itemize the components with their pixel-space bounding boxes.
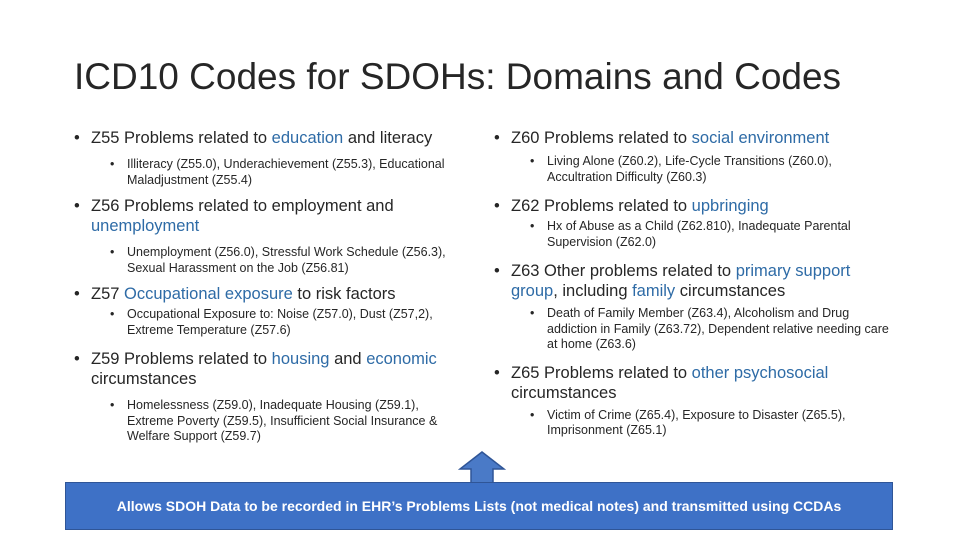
bullet: • xyxy=(530,219,535,233)
domain-highlight: education xyxy=(271,129,344,147)
bullet: • xyxy=(530,407,535,422)
right-column xyxy=(494,128,894,439)
bullet: • xyxy=(110,307,115,321)
codes-text: Death of Family Member (Z63.4), Alcoholism and Drug addiction in Family (Z63.72), Dependent relative needing care at home (Z63.6) xyxy=(547,306,889,351)
codes-text: Occupational Exposure to: Noise (Z57.0), Dust (Z57,2), Extreme Temperature (Z57.6) xyxy=(127,307,433,337)
bullet: • xyxy=(494,363,500,382)
domain-highlight: unemployment xyxy=(91,217,200,235)
bullet: • xyxy=(110,245,115,259)
domain-highlight: primary support group xyxy=(511,262,851,300)
domain-z63 xyxy=(494,261,894,301)
codes-z63 xyxy=(494,306,894,353)
codes-z60 xyxy=(494,154,894,185)
codes-text: Unemployment (Z56.0), Stressful Work Schedule (Z56.3), Sexual Harassment on the Job (Z56.81) xyxy=(127,245,446,275)
domain-text: and xyxy=(329,350,367,368)
codes-z55 xyxy=(74,157,454,188)
codes-text: Victim of Crime (Z65.4), Exposure to Disaster (Z65.5), Imprisonment (Z65.1) xyxy=(547,407,846,437)
codes-z57 xyxy=(74,307,454,338)
domain-z56 xyxy=(74,196,454,236)
bullet: • xyxy=(530,306,535,320)
domain-highlight: social environment xyxy=(691,129,830,147)
bullet: • xyxy=(110,398,115,412)
domain-z60 xyxy=(494,128,894,148)
bullet: • xyxy=(74,285,80,303)
bullet: • xyxy=(494,197,500,215)
domain-highlight: family xyxy=(632,282,676,300)
codes-z65 xyxy=(494,408,894,439)
domain-z57 xyxy=(74,284,454,304)
codes-z62 xyxy=(494,219,894,250)
domain-text: circumstances xyxy=(511,383,617,402)
domain-z59 xyxy=(74,349,454,389)
bullet: • xyxy=(494,129,500,147)
domain-highlight: upbringing xyxy=(691,197,769,215)
summary-banner: Allows SDOH Data to be recorded in EHR’s Problems Lists (not medical notes) and transmitted using CCDAs xyxy=(65,482,893,530)
domain-text: Z65 Problems related to xyxy=(511,363,692,382)
domain-text: Z63 Other problems related to xyxy=(511,262,736,280)
bullet: • xyxy=(494,262,500,280)
domain-highlight: other psychosocial xyxy=(691,363,829,382)
up-arrow-icon xyxy=(458,451,506,485)
slide-title: ICD10 Codes for SDOHs: Domains and Codes xyxy=(74,56,842,97)
domain-z62 xyxy=(494,196,894,216)
bullet: • xyxy=(74,350,80,368)
domain-text: Z57 xyxy=(91,285,125,303)
domain-text: Z55 Problems related to xyxy=(91,129,272,147)
bullet: • xyxy=(74,129,80,147)
bullet: • xyxy=(110,157,115,171)
domain-highlight: economic xyxy=(366,350,437,368)
bullet: • xyxy=(530,154,535,168)
codes-text: Illiteracy (Z55.0), Underachievement (Z55.3), Educational Maladjustment (Z55.4) xyxy=(127,157,445,187)
codes-text: Homelessness (Z59.0), Inadequate Housing (Z59.1), Extreme Poverty (Z59.5), Insufficient Social Insurance & Welfare Support (Z59.7) xyxy=(127,398,438,443)
left-column xyxy=(74,128,454,445)
domain-text: , including xyxy=(553,282,633,300)
domain-z55 xyxy=(74,128,454,148)
codes-z59 xyxy=(74,398,454,445)
domain-text: Z59 Problems related to xyxy=(91,350,272,368)
domain-text: to risk factors xyxy=(292,285,396,303)
domain-text: Z60 Problems related to xyxy=(511,129,692,147)
domain-z65 xyxy=(494,363,894,403)
domain-highlight: housing xyxy=(271,350,330,368)
domain-highlight: Occupational exposure xyxy=(124,285,293,303)
domain-text: Z62 Problems related to xyxy=(511,197,692,215)
codes-z56 xyxy=(74,245,454,276)
bullet: • xyxy=(74,197,80,215)
domain-text: circumstances xyxy=(675,282,786,300)
domain-text: circumstances xyxy=(91,370,197,388)
codes-text: Hx of Abuse as a Child (Z62.810), Inadequate Parental Supervision (Z62.0) xyxy=(547,219,851,249)
codes-text: Living Alone (Z60.2), Life-Cycle Transitions (Z60.0), Accultration Difficulty (Z60.3) xyxy=(547,154,832,184)
domain-text: Z56 Problems related to employment and xyxy=(91,197,394,215)
domain-text: and literacy xyxy=(343,129,433,147)
